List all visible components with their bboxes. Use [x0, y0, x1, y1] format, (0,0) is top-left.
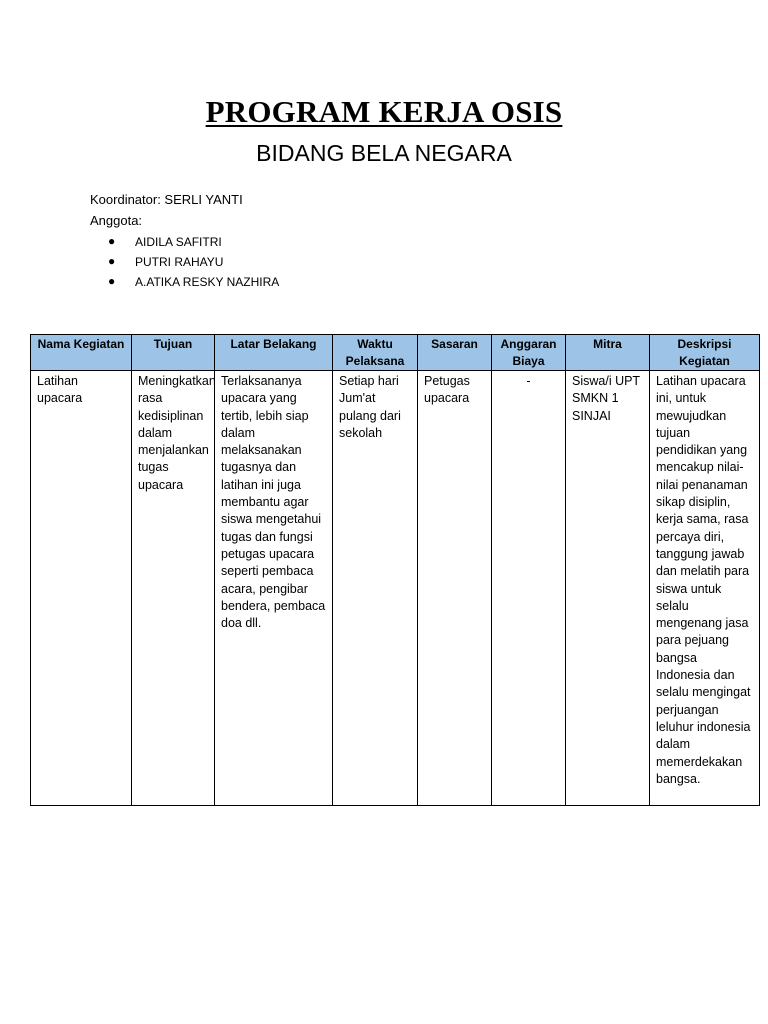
document-subtitle: BIDANG BELA NEGARA: [256, 140, 512, 166]
column-header: Tujuan: [132, 335, 215, 371]
cell-deskripsi-kegiatan: Latihan upacara ini, untuk mewujudkan tujuan pendidikan yang mencakup nilai-nilai penanaman sikap disiplin, kerja sama, rasa percaya diri, tanggung jawab dan melatih para siswa untuk selalu mengenang jasa para pejuang bangsa Indonesia dan selalu mengingat perjuangan leluhur indonesia dalam memerdekakan bangsa.: [650, 371, 760, 806]
cell-latar-belakang: Terlaksananya upacara yang tertib, lebih siap dalam melaksanakan tugasnya dan latihan ini juga membantu agar siswa mengetahui tugas dan fungsi petugas upacara seperti pembaca acara, pengibar bendera, pembaca doa dll.: [215, 371, 333, 806]
column-header: Deskripsi Kegiatan: [650, 335, 760, 371]
column-header: Waktu Pelaksana: [333, 335, 418, 371]
column-header: Mitra: [566, 335, 650, 371]
cell-tujuan: Meningkatkan rasa kedisiplinan dalam menjalankan tugas upacara: [132, 371, 215, 806]
table-row: [31, 371, 760, 806]
column-header: Latar Belakang: [215, 335, 333, 371]
column-header: Anggaran Biaya: [492, 335, 566, 371]
member-name: PUTRI RAHAYU: [135, 255, 224, 269]
cell-anggaran-biaya: -: [492, 371, 566, 806]
table-header-row: [31, 335, 760, 371]
members-label: Anggota:: [90, 213, 143, 228]
cell-waktu-pelaksana: Setiap hari Jum'at pulang dari sekolah: [333, 371, 418, 806]
members-list: [108, 234, 279, 294]
column-header: Sasaran: [418, 335, 492, 371]
cell-nama-kegiatan: Latihan upacara: [31, 371, 132, 806]
member-name: A.ATIKA RESKY NAZHIRA: [135, 275, 280, 289]
bullet-icon: ●: [108, 234, 116, 248]
bullet-icon: ●: [108, 254, 116, 268]
member-name: AIDILA SAFITRI: [135, 235, 222, 249]
list-item: [108, 254, 279, 274]
column-header: Nama Kegiatan: [31, 335, 132, 371]
cell-sasaran: Petugas upacara: [418, 371, 492, 806]
cell-mitra: Siswa/i UPT SMKN 1 SINJAI: [566, 371, 650, 806]
program-table: [30, 334, 760, 806]
list-item: [108, 234, 279, 254]
list-item: [108, 274, 279, 294]
bullet-icon: ●: [108, 274, 116, 288]
document-title: PROGRAM KERJA OSIS: [205, 94, 563, 129]
coordinator-line: Koordinator: SERLI YANTI: [90, 192, 243, 207]
